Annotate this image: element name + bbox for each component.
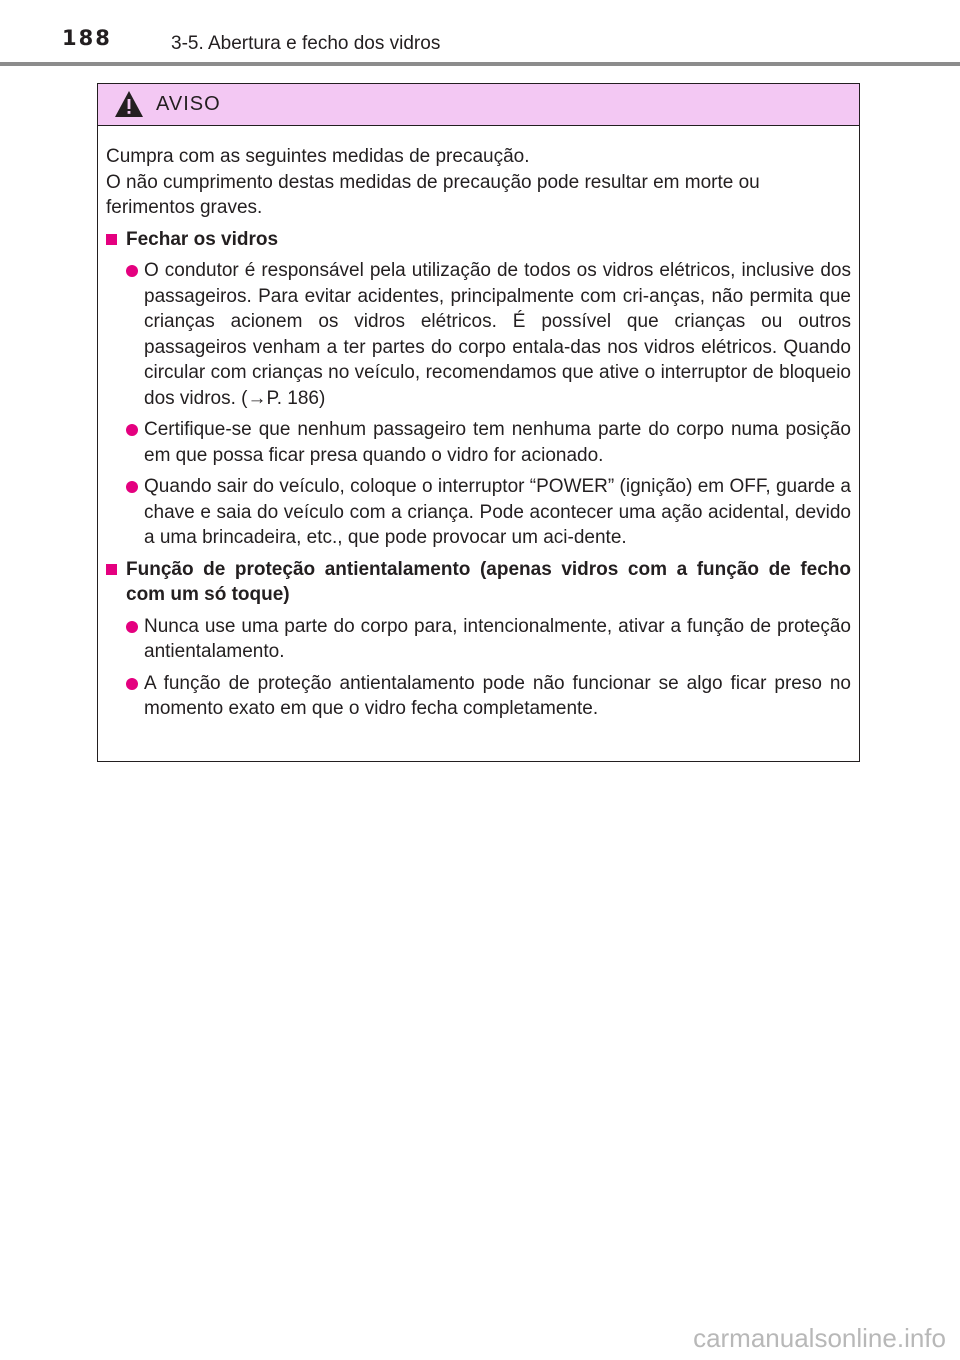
section-heading: [106, 227, 851, 253]
section-heading-text: Fechar os vidros: [126, 228, 279, 250]
round-bullet-icon: [126, 481, 138, 493]
bullet-text: Certifique-se que nenhum passageiro tem nenhuma parte do corpo numa posição em que possa ficar presa quando o vidro for acionado.: [144, 419, 851, 466]
warning-label: AVISO: [156, 93, 221, 115]
page-number: 188: [62, 26, 112, 50]
bullet-item: [126, 671, 851, 722]
warning-header: [98, 84, 859, 126]
round-bullet-icon: [126, 678, 138, 690]
bullet-item: [126, 474, 851, 551]
intro-line: O não cumprimento destas medidas de precaução pode resultar em morte ou ferimentos graves.: [106, 171, 760, 218]
warning-body: [98, 126, 859, 722]
watermark: carmanualsonline.info: [693, 1323, 946, 1353]
bullet-item: [126, 614, 851, 665]
warning-section: [106, 227, 851, 551]
warning-intro: [106, 144, 851, 221]
page-header: [0, 0, 960, 70]
section-heading: [106, 557, 851, 608]
section-heading-text: Função de proteção antientalamento (apenas vidros com a função de fecho com um só toque): [126, 558, 851, 605]
intro-line: Cumpra com as seguintes medidas de precaução.: [106, 146, 530, 167]
bullet-text: O condutor é responsável pela utilização de todos os vidros elétricos, inclusive dos passageiros. Para evitar acidentes, principalmente com cri-anças, não permita que crianças acionem os vidros elétricos. É possível que crianças ou outros passageiros venham a ter partes do corpo entala-das nos vidros elétricos. Quando circular com crianças no veículo, recomendamos que ative o interruptor de bloqueio dos vidros. (→P. 186): [144, 260, 851, 409]
warning-triangle-icon: [114, 90, 144, 118]
round-bullet-icon: [126, 265, 138, 277]
bullet-text: A função de proteção antientalamento pode não funcionar se algo ficar preso no momento exato em que o vidro fecha completamente.: [144, 672, 851, 719]
bullet-item: [126, 417, 851, 468]
header-rule: [0, 62, 960, 66]
square-bullet-icon: [106, 234, 117, 245]
bullet-text: Quando sair do veículo, coloque o interruptor “POWER” (ignição) em OFF, guarde a chave e saia do veículo com a criança. Pode acontecer uma ação acidental, devido a uma brincadeira, etc., que pode provocar um aci-dente.: [144, 476, 851, 548]
round-bullet-icon: [126, 621, 138, 633]
bullet-item: [126, 258, 851, 411]
bullet-text: Nunca use uma parte do corpo para, intencionalmente, ativar a função de proteção antientalamento.: [144, 615, 851, 662]
round-bullet-icon: [126, 424, 138, 436]
warning-box: [97, 83, 860, 762]
square-bullet-icon: [106, 564, 117, 575]
warning-section: [106, 557, 851, 722]
section-title: 3-5. Abertura e fecho dos vidros: [171, 33, 441, 54]
